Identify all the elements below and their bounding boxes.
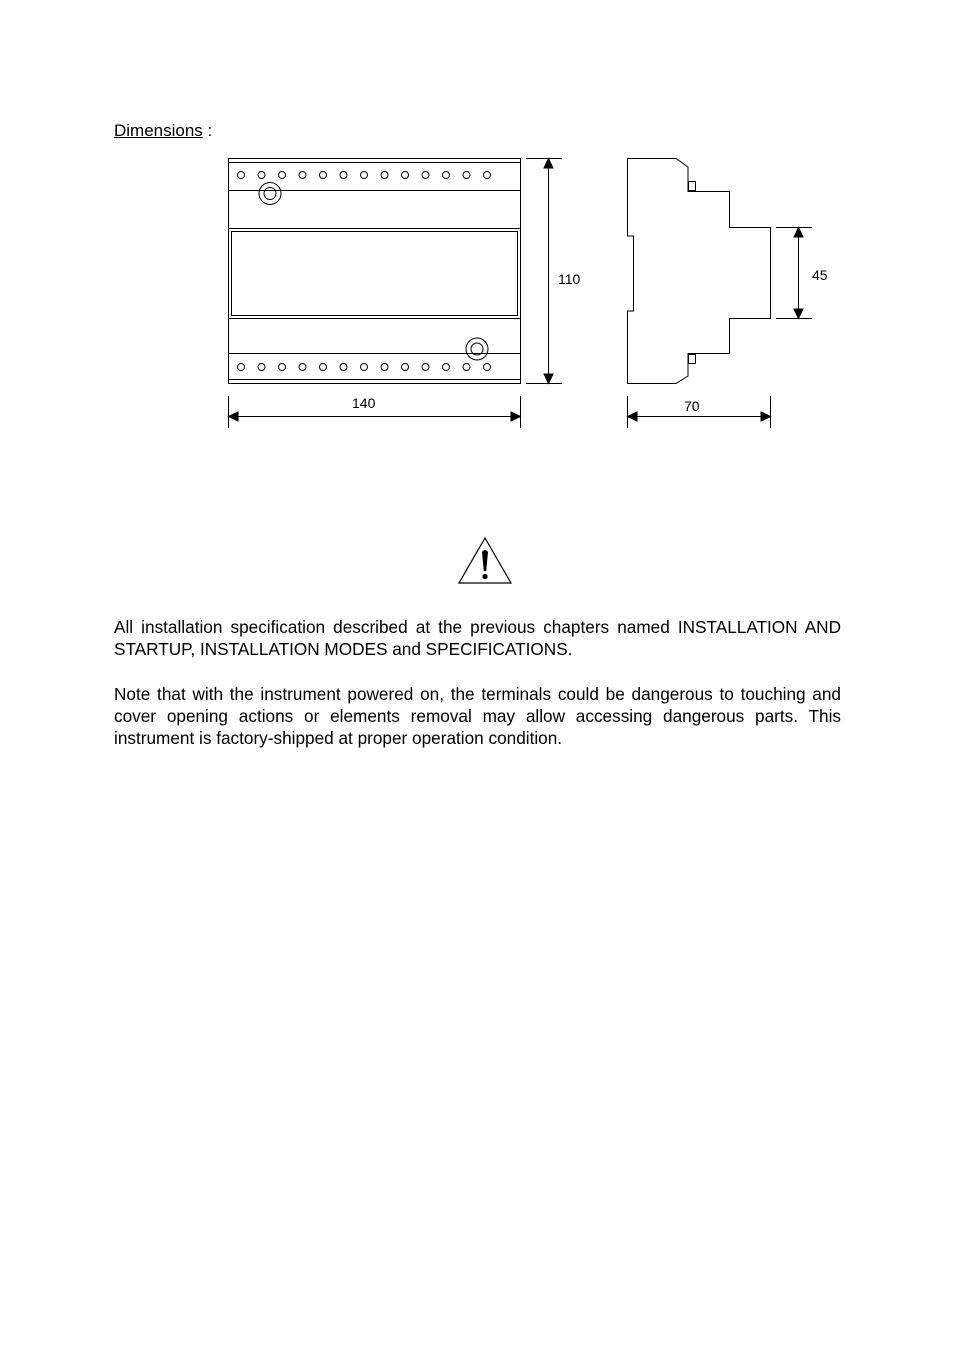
- side-view-clip-bottom: [689, 355, 696, 364]
- side-view-clip-top: [689, 182, 696, 191]
- dimensions-heading-label: Dimensions: [114, 121, 203, 140]
- terminal-hole: [279, 172, 286, 179]
- terminal-hole: [340, 364, 347, 371]
- terminal-hole: [258, 364, 265, 371]
- width-label: 140: [352, 395, 376, 411]
- terminal-hole: [381, 364, 388, 371]
- top-screw-inner: [264, 188, 276, 200]
- terminal-hole: [463, 172, 470, 179]
- dimensions-heading-suffix: :: [202, 121, 213, 140]
- width-arrow-right: [511, 412, 521, 421]
- terminal-hole: [361, 172, 368, 179]
- width-arrow-left: [229, 412, 239, 421]
- terminal-hole: [422, 364, 429, 371]
- terminal-hole: [258, 172, 265, 179]
- terminal-hole: [402, 364, 409, 371]
- front-view-body: [229, 159, 521, 384]
- terminal-hole: [238, 364, 245, 371]
- terminal-hole: [484, 364, 491, 371]
- terminal-hole: [340, 172, 347, 179]
- bottom-screw-outer: [466, 338, 488, 360]
- top-terminal-row: [238, 172, 491, 179]
- terminal-hole: [320, 172, 327, 179]
- terminal-hole: [381, 172, 388, 179]
- installation-note-paragraph: All installation specification described at the previous chapters named INSTALLATION AND STARTUP, INSTALLATION MODES and SPECIFICATIONS.: [114, 617, 841, 659]
- rail-arrow-top: [794, 228, 803, 238]
- terminal-hole: [238, 172, 245, 179]
- height-label: 110: [558, 271, 581, 287]
- depth-arrow-left: [628, 412, 638, 421]
- terminal-hole: [299, 364, 306, 371]
- height-arrow-bottom: [544, 374, 553, 384]
- rail-dimension: [776, 228, 812, 319]
- side-view: [628, 159, 771, 384]
- warning-triangle-icon: [458, 536, 514, 586]
- terminal-hole: [422, 172, 429, 179]
- side-view-profile: [628, 159, 771, 384]
- rail-height-label: 45: [812, 267, 828, 283]
- height-arrow-top: [544, 159, 553, 169]
- warning-exclamation-dot: [482, 574, 487, 579]
- terminal-hole: [299, 172, 306, 179]
- terminal-hole: [279, 364, 286, 371]
- dimensions-drawing: [0, 0, 954, 450]
- terminal-hole: [443, 364, 450, 371]
- rail-arrow-bottom: [794, 309, 803, 319]
- bottom-terminal-row: [238, 364, 491, 371]
- terminal-hole: [402, 172, 409, 179]
- terminal-hole: [443, 172, 450, 179]
- terminal-hole: [463, 364, 470, 371]
- safety-note-paragraph: Note that with the instrument powered on, the terminals could be dangerous to touching and cover opening actions or elements removal may allow accessing dangerous parts. This instrument is factory-shipped at proper operation condition.: [114, 684, 841, 748]
- depth-arrow-right: [761, 412, 771, 421]
- display-window: [232, 232, 518, 316]
- terminal-hole: [320, 364, 327, 371]
- top-screw-outer: [259, 183, 281, 205]
- depth-label: 70: [684, 398, 700, 414]
- terminal-hole: [361, 364, 368, 371]
- front-view: [229, 159, 521, 384]
- height-dimension: [526, 159, 562, 384]
- terminal-hole: [484, 172, 491, 179]
